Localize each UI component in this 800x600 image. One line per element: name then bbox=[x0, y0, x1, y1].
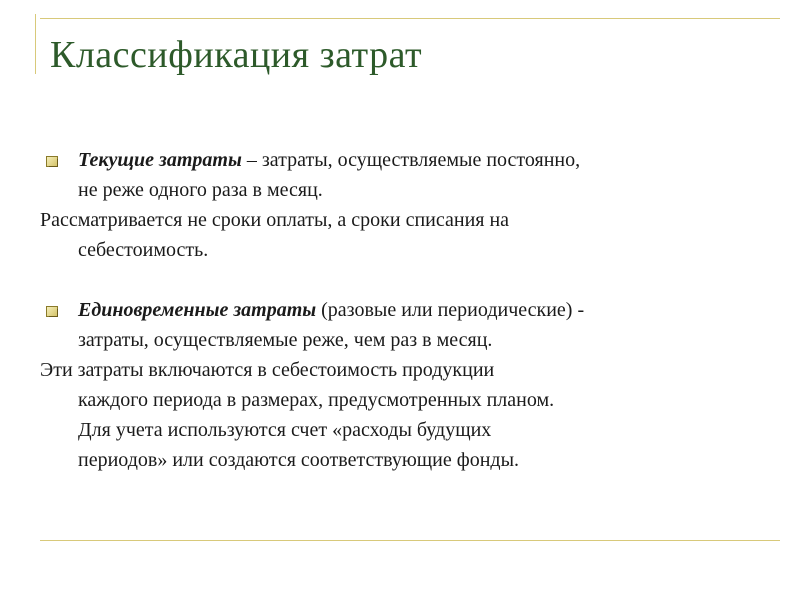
note-continuation: себестоимость. bbox=[78, 239, 209, 261]
definition-continuation: не реже одного раза в месяц. bbox=[78, 179, 323, 201]
note-line: Эти затраты включаются в себестоимость продукции bbox=[40, 359, 495, 381]
note-continuation: каждого периода в размерах, предусмотренных планом. bbox=[78, 389, 555, 411]
top-divider bbox=[40, 18, 780, 19]
left-divider bbox=[35, 14, 36, 74]
checkbox-bullet-icon bbox=[46, 156, 58, 167]
note-line: Рассматривается не сроки оплаты, а сроки списания на bbox=[40, 209, 510, 231]
bullet-item-current-costs bbox=[40, 145, 775, 175]
definition-text: – затраты, осуществляемые постоянно, bbox=[241, 149, 581, 171]
definition-continuation: затраты, осуществляемые реже, чем раз в месяц. bbox=[78, 329, 493, 351]
term-current-costs: Текущие затраты bbox=[78, 149, 242, 171]
slide-content bbox=[40, 145, 775, 475]
definition-text: (разовые или периодические) - bbox=[316, 299, 585, 321]
note-continuation: периодов» или создаются соответствующие фонды. bbox=[78, 449, 520, 471]
bullet-item-one-time-costs bbox=[40, 295, 775, 325]
section-spacer bbox=[40, 265, 775, 295]
term-one-time-costs: Единовременные затраты bbox=[78, 299, 317, 321]
slide-title: Классификация затрат bbox=[50, 34, 423, 76]
note-continuation: Для учета используются счет «расходы будущих bbox=[78, 419, 492, 441]
bottom-divider bbox=[40, 540, 780, 541]
checkbox-bullet-icon bbox=[46, 306, 58, 317]
